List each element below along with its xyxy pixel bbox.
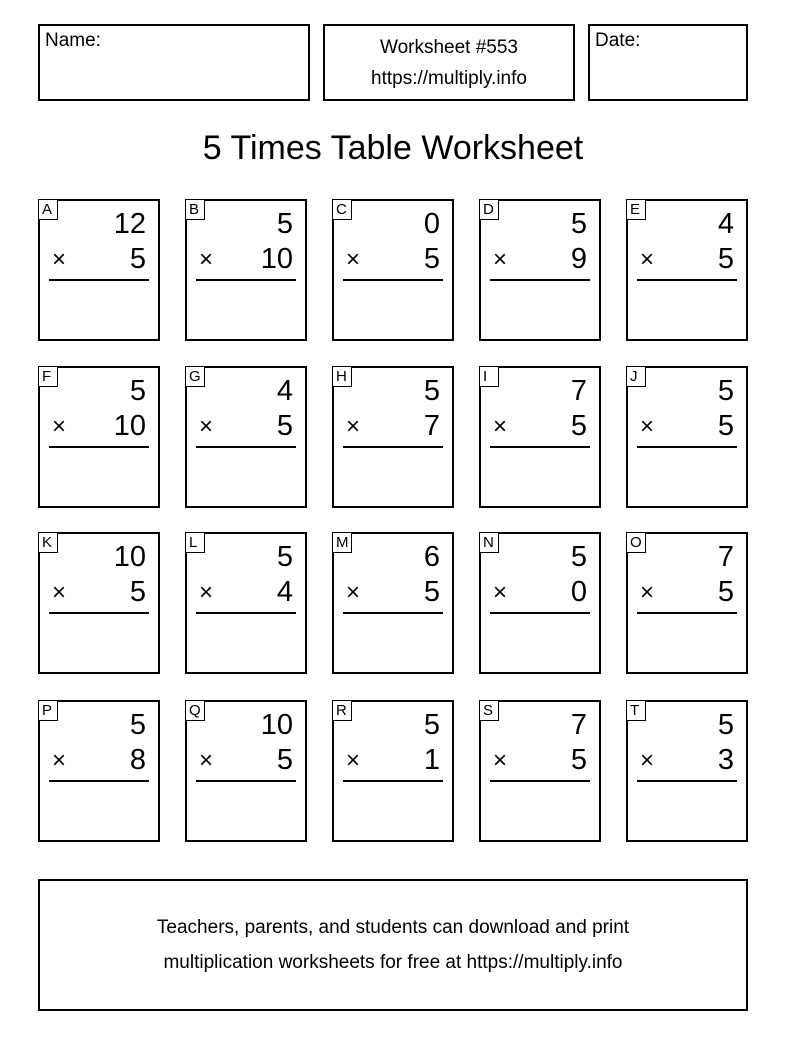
multiplier: 9	[570, 243, 587, 275]
answer-line	[637, 612, 737, 614]
name-label: Name:	[45, 30, 101, 51]
multiply-sign-icon: ×	[199, 246, 214, 273]
multiplicand: 7	[717, 541, 734, 573]
answer-line	[343, 780, 443, 782]
problem-letter: P	[38, 700, 58, 721]
answer-line	[196, 446, 296, 448]
problem-card	[38, 700, 160, 842]
problem-card	[626, 532, 748, 674]
worksheet-url: https://multiply.info	[371, 67, 527, 89]
worksheet-info-box	[323, 24, 575, 101]
multiplier: 5	[423, 576, 440, 608]
problem-letter: K	[38, 532, 58, 553]
date-field-box	[588, 24, 748, 101]
multiplicand: 5	[129, 375, 146, 407]
problem-card	[185, 700, 307, 842]
problem-letter: R	[332, 700, 352, 721]
problem-card	[185, 532, 307, 674]
multiply-sign-icon: ×	[493, 747, 508, 774]
footer-line-2: multiplication worksheets for free at https://multiply.info	[163, 952, 623, 973]
problem-card	[185, 199, 307, 341]
answer-line	[49, 446, 149, 448]
problem-letter: G	[185, 366, 205, 387]
answer-line	[490, 612, 590, 614]
multiply-sign-icon: ×	[346, 413, 361, 440]
multiply-sign-icon: ×	[199, 413, 214, 440]
multiply-sign-icon: ×	[52, 747, 67, 774]
answer-line	[49, 780, 149, 782]
problem-letter: T	[626, 700, 646, 721]
answer-line	[49, 612, 149, 614]
multiplier: 5	[570, 410, 587, 442]
multiply-sign-icon: ×	[493, 246, 508, 273]
multiplicand: 10	[113, 541, 146, 573]
problem-card	[185, 366, 307, 508]
multiplier: 4	[276, 576, 293, 608]
multiplier: 10	[113, 410, 146, 442]
multiplicand: 5	[717, 375, 734, 407]
multiply-sign-icon: ×	[640, 747, 655, 774]
multiplicand: 5	[129, 709, 146, 741]
date-label: Date:	[595, 30, 641, 51]
multiplicand: 10	[260, 709, 293, 741]
multiply-sign-icon: ×	[640, 413, 655, 440]
multiplier: 5	[717, 243, 734, 275]
multiplier: 5	[717, 576, 734, 608]
multiply-sign-icon: ×	[346, 579, 361, 606]
problem-card	[332, 366, 454, 508]
multiplier: 7	[423, 410, 440, 442]
problem-card	[479, 532, 601, 674]
problem-card	[479, 199, 601, 341]
multiplicand: 5	[276, 208, 293, 240]
multiplicand: 5	[423, 709, 440, 741]
answer-line	[196, 780, 296, 782]
problem-card	[626, 199, 748, 341]
problem-letter: H	[332, 366, 352, 387]
multiply-sign-icon: ×	[52, 413, 67, 440]
multiply-sign-icon: ×	[493, 579, 508, 606]
problem-letter: F	[38, 366, 58, 387]
answer-line	[490, 780, 590, 782]
problem-letter: J	[626, 366, 646, 387]
multiplier: 5	[129, 576, 146, 608]
problem-letter: N	[479, 532, 499, 553]
answer-line	[637, 780, 737, 782]
multiplier: 5	[276, 410, 293, 442]
multiplier: 5	[717, 410, 734, 442]
multiply-sign-icon: ×	[52, 579, 67, 606]
problem-letter: L	[185, 532, 205, 553]
problem-letter: I	[479, 366, 499, 387]
answer-line	[343, 612, 443, 614]
multiplicand: 7	[570, 375, 587, 407]
multiplicand: 5	[276, 541, 293, 573]
page-title: 5 Times Table Worksheet	[202, 129, 584, 167]
multiplier: 3	[717, 744, 734, 776]
footer-line-1: Teachers, parents, and students can download and print	[156, 917, 630, 938]
multiplier: 1	[423, 744, 440, 776]
multiply-sign-icon: ×	[199, 747, 214, 774]
multiplicand: 4	[276, 375, 293, 407]
multiply-sign-icon: ×	[346, 747, 361, 774]
problem-card	[38, 366, 160, 508]
answer-line	[196, 279, 296, 281]
multiplier: 8	[129, 744, 146, 776]
answer-line	[490, 279, 590, 281]
problem-card	[332, 700, 454, 842]
multiplier: 5	[129, 243, 146, 275]
multiply-sign-icon: ×	[52, 246, 67, 273]
multiplicand: 7	[570, 709, 587, 741]
problem-card	[38, 199, 160, 341]
problem-card	[38, 532, 160, 674]
multiplicand: 5	[570, 541, 587, 573]
multiplicand: 12	[113, 208, 146, 240]
multiply-sign-icon: ×	[640, 579, 655, 606]
answer-line	[343, 446, 443, 448]
problem-letter: Q	[185, 700, 205, 721]
worksheet-number: Worksheet #553	[379, 36, 518, 58]
answer-line	[196, 612, 296, 614]
multiply-sign-icon: ×	[640, 246, 655, 273]
footer-box	[38, 879, 748, 1011]
multiplicand: 0	[423, 208, 440, 240]
problem-letter: D	[479, 199, 499, 220]
problem-card	[626, 700, 748, 842]
problem-card	[479, 366, 601, 508]
multiplier: 10	[260, 243, 293, 275]
answer-line	[490, 446, 590, 448]
problem-letter: A	[38, 199, 58, 220]
problem-letter: C	[332, 199, 352, 220]
multiplier: 5	[423, 243, 440, 275]
multiplier: 5	[570, 744, 587, 776]
problem-letter: S	[479, 700, 499, 721]
answer-line	[343, 279, 443, 281]
problem-letter: E	[626, 199, 646, 220]
multiplicand: 6	[423, 541, 440, 573]
problem-letter: O	[626, 532, 646, 553]
problem-letter: M	[332, 532, 352, 553]
problem-card	[626, 366, 748, 508]
multiplicand: 5	[717, 709, 734, 741]
multiplier: 0	[570, 576, 587, 608]
multiply-sign-icon: ×	[199, 579, 214, 606]
answer-line	[49, 279, 149, 281]
name-field-box	[38, 24, 310, 101]
answer-line	[637, 279, 737, 281]
multiplicand: 4	[717, 208, 734, 240]
multiply-sign-icon: ×	[346, 246, 361, 273]
answer-line	[637, 446, 737, 448]
problem-card	[332, 532, 454, 674]
multiplicand: 5	[570, 208, 587, 240]
multiply-sign-icon: ×	[493, 413, 508, 440]
problem-card	[479, 700, 601, 842]
multiplier: 5	[276, 744, 293, 776]
multiplicand: 5	[423, 375, 440, 407]
problem-letter: B	[185, 199, 205, 220]
problem-card	[332, 199, 454, 341]
